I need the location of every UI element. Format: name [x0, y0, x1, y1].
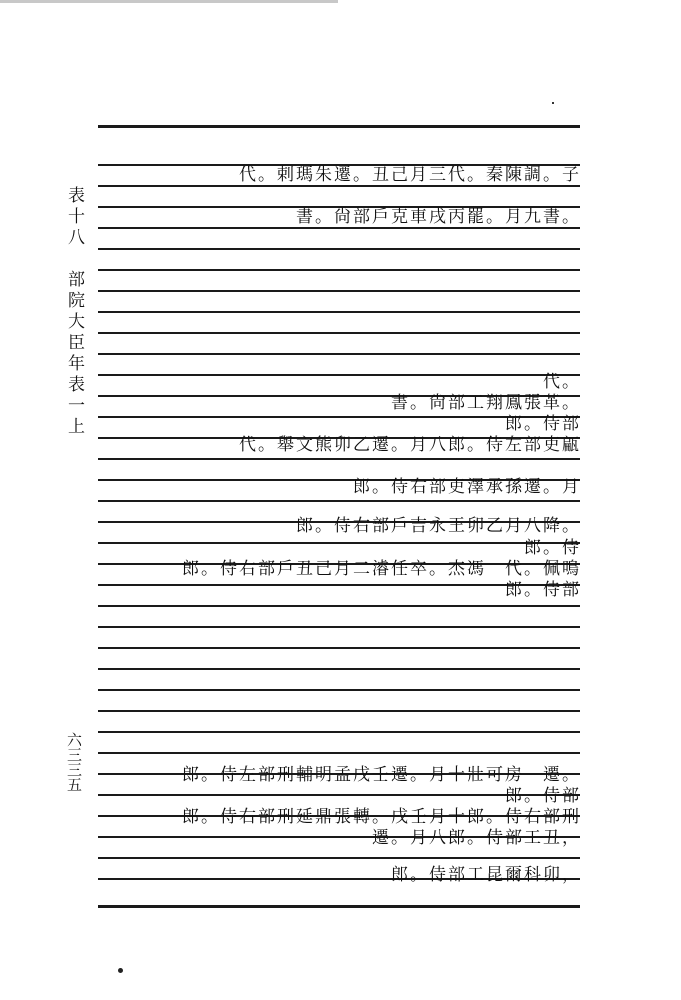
text-line: 郎。侍部 — [505, 414, 581, 434]
text-line: 書。尙部戶克車戌丙罷。月九書。 — [296, 207, 581, 227]
rule — [98, 374, 580, 376]
rule — [98, 353, 580, 355]
text-line: 郎。侍部工昆爾科卯， — [391, 865, 581, 885]
rule — [98, 500, 580, 502]
ink-dot — [118, 968, 123, 973]
text-line: 郎。侍右部吏澤承孫遷。月 — [353, 477, 581, 497]
text-line: 郎。侍右部戶丑己月二濬任卒。杰馮 代。佩鳴 — [182, 559, 581, 579]
top-edge-mark — [0, 0, 338, 3]
text-line: 代。 — [543, 372, 581, 392]
text-line: 郎。侍部 — [505, 786, 581, 806]
text-line: 遷。月八郎。侍部工丑， — [372, 828, 581, 848]
rule — [98, 647, 580, 649]
side-title: 表十八 部院大臣年表一上 — [64, 186, 84, 438]
text-line: 郎。侍右部刑延鼎張轉。戌壬月十郎。侍右部刑 — [182, 807, 581, 827]
text-line: 郎。侍左部刑輔明孟戌壬遷。月十壯可房 遷。 — [182, 765, 581, 785]
rule — [98, 689, 580, 691]
rule-top — [98, 125, 580, 128]
rule — [98, 311, 580, 313]
rule-bottom — [98, 905, 580, 908]
rule — [98, 857, 580, 859]
rule — [98, 542, 580, 544]
page-number: 六三三五 — [65, 732, 83, 792]
rule — [98, 710, 580, 712]
text-line: 郎。侍右部戶吉永王卯乙月八降。 — [296, 516, 581, 536]
text-line: 郎。侍部 — [505, 580, 581, 600]
rule — [98, 269, 580, 271]
rule — [98, 458, 580, 460]
rule — [98, 668, 580, 670]
text-line: 代。舉文熊卯乙遷。月八郎。侍左部吏甂 — [239, 435, 581, 455]
rule — [98, 605, 580, 607]
rule — [98, 752, 580, 754]
text-line: 代。剌瑪朱遷。丑己月三代。秦陳調。子 — [239, 165, 581, 185]
rule — [98, 626, 580, 628]
text-line: 郎。侍 — [524, 538, 581, 558]
rule — [98, 332, 580, 334]
scan-speck — [552, 102, 554, 104]
rule — [98, 290, 580, 292]
text-line: 書。尙部工翔鳳張革。 — [391, 393, 581, 413]
rule — [98, 731, 580, 733]
rule — [98, 248, 580, 250]
